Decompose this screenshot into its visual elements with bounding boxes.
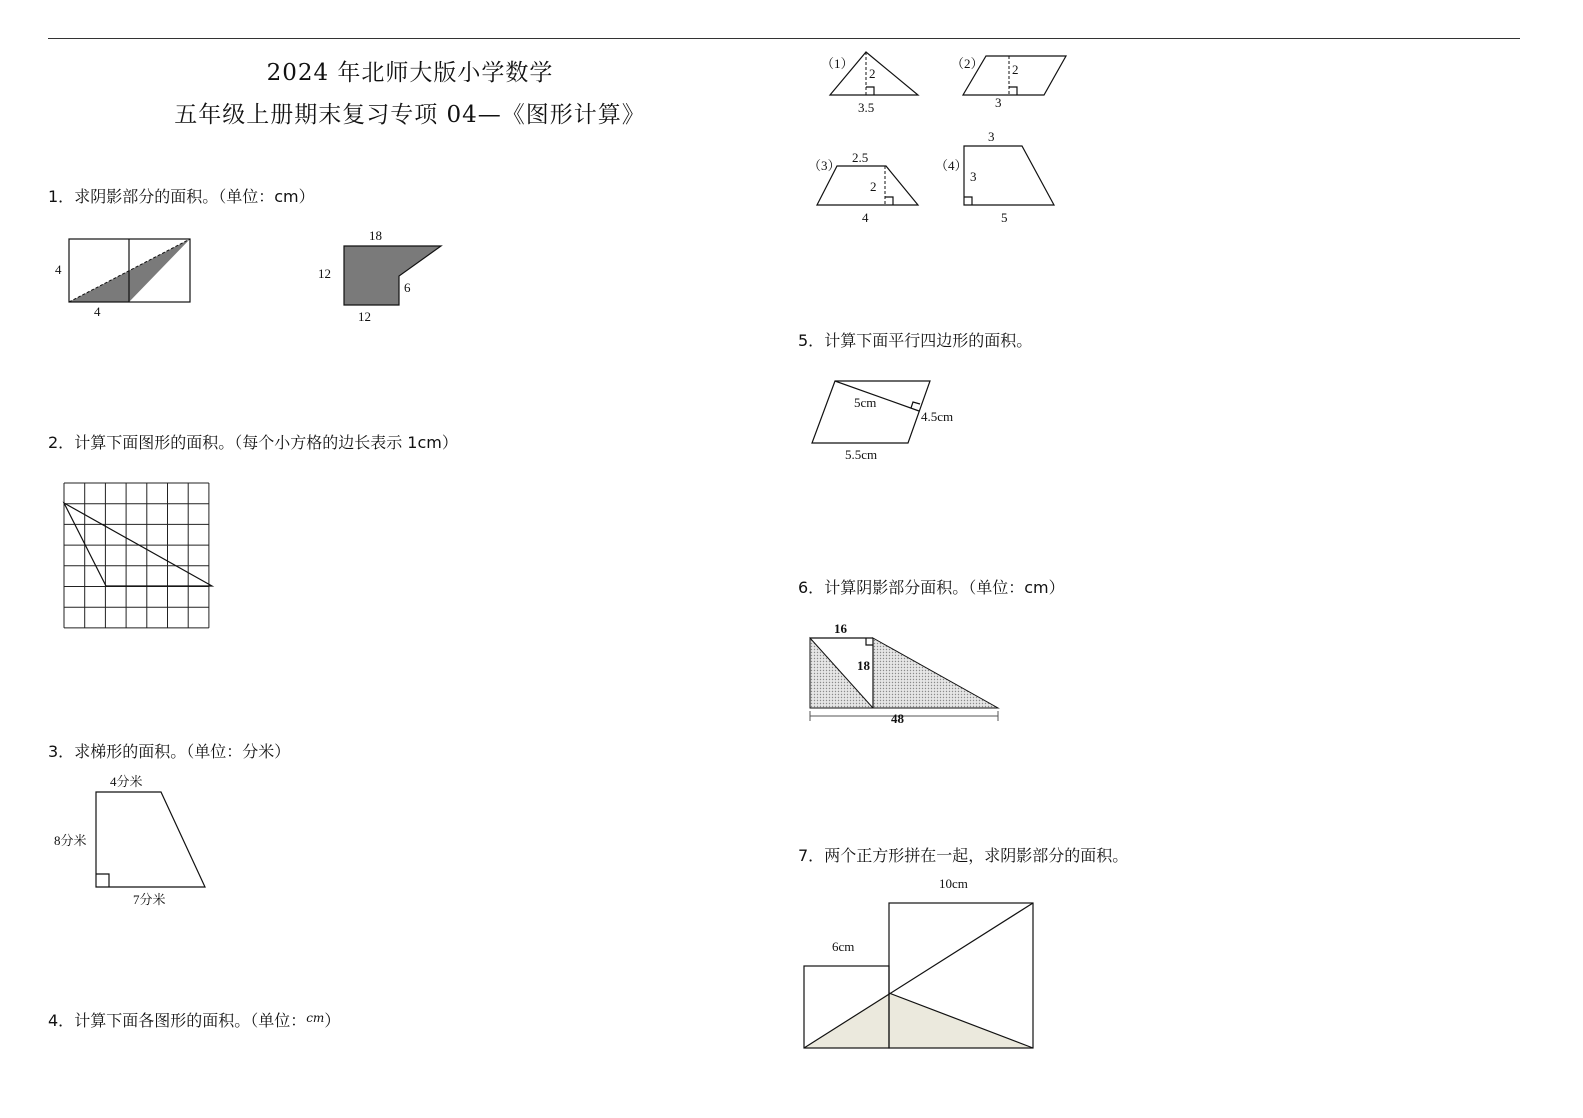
- q4-triangle: [821, 52, 918, 115]
- question-text: 两个正方形拼在一起，求阴影部分的面积。: [824, 846, 1129, 865]
- right-angle-mark: [866, 638, 873, 645]
- question-text: 计算阴影部分面积。（单位：cm）: [824, 578, 1065, 597]
- question-text: 求梯形的面积。（单位：分米）: [74, 742, 291, 761]
- right-angle-mark: [1009, 87, 1017, 95]
- label-small: 6cm: [832, 939, 855, 954]
- q4-trapezoid-b: [935, 129, 1054, 225]
- label-bottom: 5: [1001, 210, 1008, 225]
- right-angle-mark: [96, 874, 109, 887]
- question-5: [798, 328, 1032, 351]
- label-height: 2: [869, 66, 876, 81]
- grid-lines: [64, 483, 209, 628]
- q4-parallelogram: [951, 56, 1066, 110]
- question-1: [48, 184, 315, 207]
- label-top: 2.5: [852, 150, 869, 165]
- label-diagonal: 5cm: [854, 395, 877, 410]
- shape-tag: （3）: [808, 158, 841, 173]
- question-4: [48, 1008, 340, 1031]
- question-text: 计算下面平行四边形的面积。: [824, 331, 1033, 350]
- label-bottom: 4: [862, 210, 869, 225]
- label-height: 8分米: [54, 833, 87, 848]
- label-top: 18: [369, 228, 382, 243]
- label-bottom: 48: [891, 711, 904, 726]
- shaded-pentagon: [344, 246, 441, 305]
- trapezoid-outline: [96, 792, 205, 887]
- question-text: 求阴影部分的面积。（单位：cm）: [74, 187, 315, 206]
- question-3: [48, 739, 290, 762]
- label-right: 6: [404, 280, 411, 295]
- label-base: 5.5cm: [845, 447, 878, 462]
- question-6: [798, 575, 1065, 598]
- worksheet-title-line2: 五年级上册期末复习专项 04—《图形计算》: [174, 102, 646, 128]
- label-top: 4分米: [110, 774, 143, 789]
- worksheet-title-line1: 2024 年北师大版小学数学: [266, 60, 554, 86]
- right-angle-mark: [964, 197, 972, 205]
- right-angle-mark: [911, 402, 920, 408]
- label-bottom: 12: [358, 309, 371, 324]
- question-number: 7．: [798, 846, 825, 865]
- label-height: 18: [857, 658, 870, 673]
- label-top: 3: [988, 129, 995, 144]
- label-height: 2: [1012, 62, 1019, 77]
- height-line: [835, 381, 919, 411]
- unit-cm: cm: [306, 1011, 325, 1025]
- shaded-left-triangle: [810, 638, 873, 708]
- question-number: 3．: [48, 742, 75, 761]
- question-number: 2．: [48, 433, 75, 452]
- right-angle-mark: [885, 197, 893, 205]
- shaded-triangle: [804, 993, 1033, 1048]
- question-2: [48, 430, 458, 453]
- parallelogram-outline: [812, 381, 930, 443]
- label-height: 3: [970, 169, 977, 184]
- shape-tag: （4）: [935, 158, 968, 173]
- question-number: 4．: [48, 1011, 75, 1030]
- q4-trapezoid-a: [808, 150, 918, 225]
- header-rule: [48, 38, 1520, 39]
- label-top: 16: [834, 621, 847, 636]
- question-7: [798, 843, 1128, 866]
- label-left: 12: [318, 266, 331, 281]
- question-number: 1．: [48, 187, 75, 206]
- shape-tag: （1）: [821, 56, 854, 71]
- question-number: 6．: [798, 578, 825, 597]
- shape-tag: （2）: [951, 56, 984, 71]
- label-bottom: 7分米: [133, 892, 166, 907]
- shaded-right-triangle: [873, 638, 998, 708]
- grid-triangle: [64, 503, 212, 586]
- label-big: 10cm: [939, 876, 968, 891]
- question-text: 计算下面图形的面积。（每个小方格的边长表示 1cm）: [74, 433, 458, 452]
- label-base: 3.5: [858, 100, 875, 115]
- label-base: 3: [995, 95, 1002, 110]
- right-angle-mark: [866, 87, 874, 95]
- trapezoid-outline: [964, 146, 1054, 205]
- label-bottom: 4: [94, 304, 101, 319]
- label-height: 4.5cm: [921, 409, 954, 424]
- question-text: 计算下面各图形的面积。（单位：: [74, 1011, 307, 1030]
- question-number: 5．: [798, 331, 825, 350]
- label-side: 4: [55, 262, 62, 277]
- label-height: 2: [870, 179, 877, 194]
- question-close: ）: [324, 1011, 341, 1030]
